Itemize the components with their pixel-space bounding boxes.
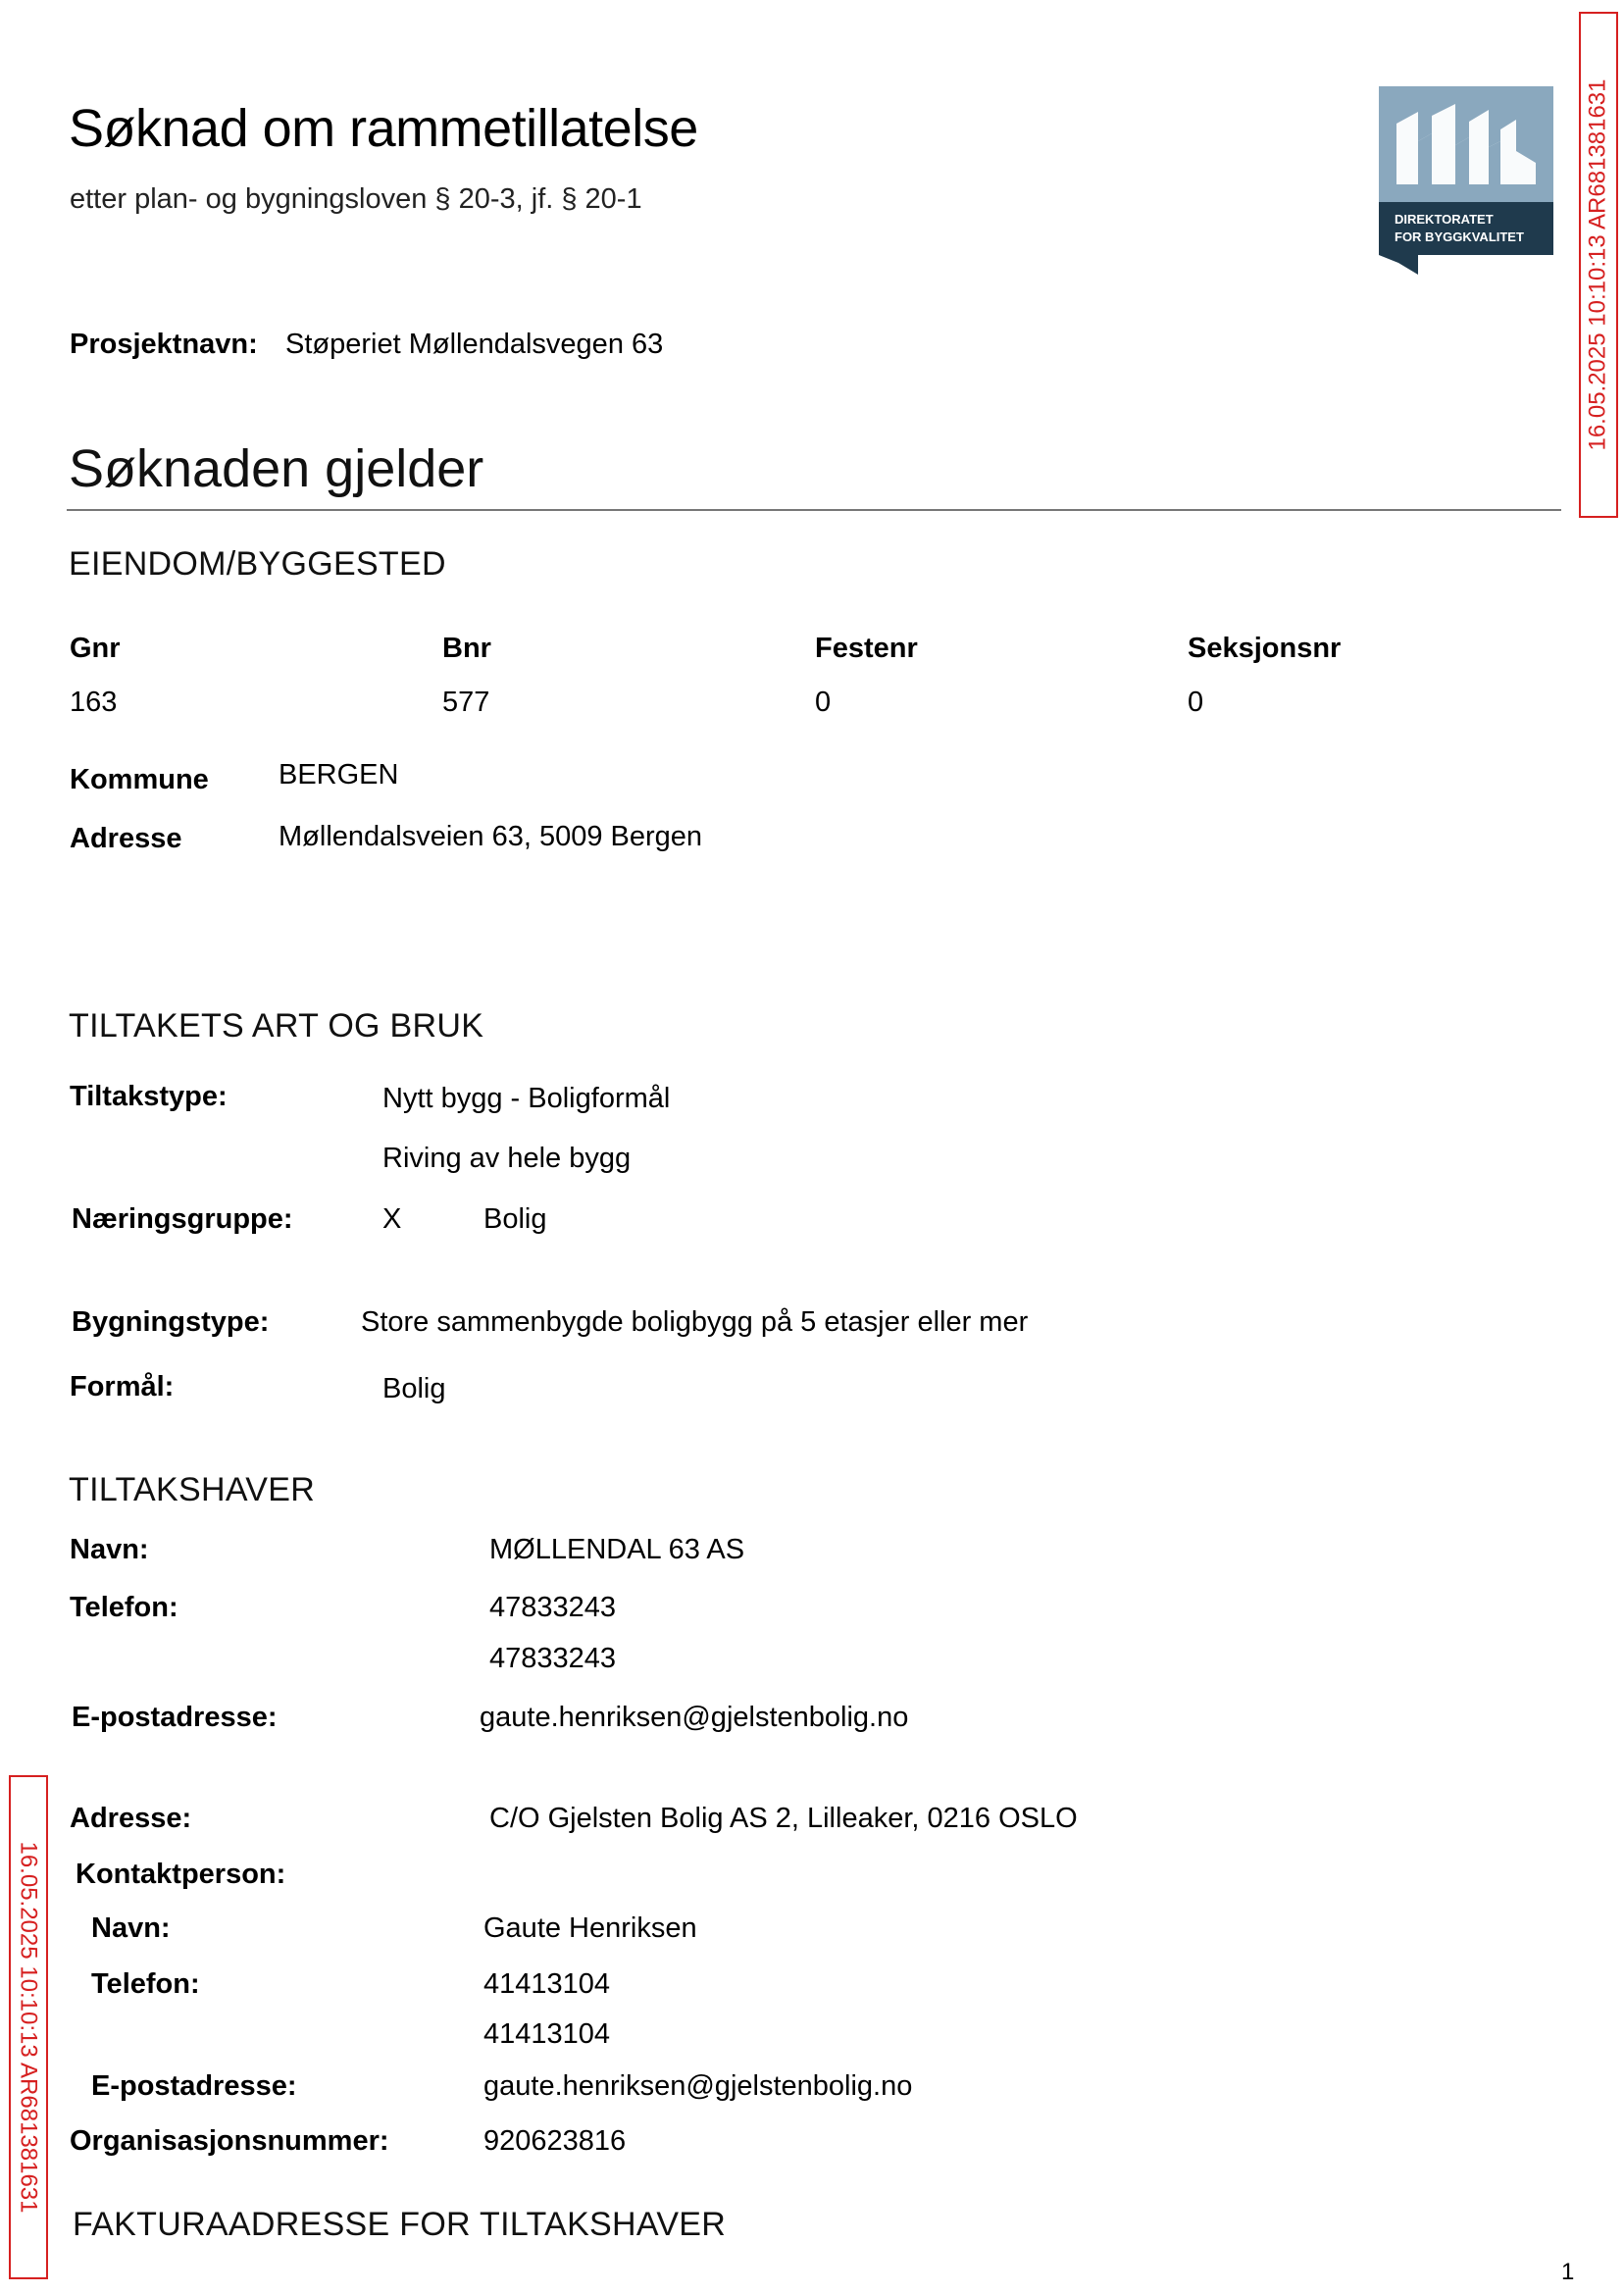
tiltakshaver-adresse-value: C/O Gjelsten Bolig AS 2, Lilleaker, 0216 OSLO	[489, 1803, 1078, 1834]
kontakt-navn-value: Gaute Henriksen	[483, 1912, 697, 1944]
festenr-value: 0	[815, 687, 832, 718]
bygningstype-value: Store sammenbygde boligbygg på 5 etasjer eller mer	[361, 1306, 1029, 1338]
logo-text-line1: DIREKTORATET	[1395, 212, 1494, 227]
logo-text-line2: FOR BYGGKVALITET	[1395, 229, 1524, 244]
bnr-value: 577	[442, 687, 490, 718]
orgnr-label: Organisasjonsnummer:	[70, 2125, 389, 2157]
seksjonsnr-label: Seksjonsnr	[1188, 633, 1342, 664]
project-label: Prosjektnavn:	[70, 329, 258, 360]
kontakt-epost-value: gaute.henriksen@gjelstenbolig.no	[483, 2070, 913, 2102]
kommune-label: Kommune	[70, 764, 209, 795]
festenr-label: Festenr	[815, 633, 918, 664]
project-value: Støperiet Møllendalsvegen 63	[285, 329, 664, 360]
section-heading-soknaden: Søknaden gjelder	[69, 439, 484, 498]
section-divider	[67, 509, 1561, 511]
document-subtitle: etter plan- og bygningsloven § 20-3, jf. § 20-1	[70, 183, 642, 215]
subsection-heading-tiltakshaver: TILTAKSHAVER	[69, 1471, 316, 1508]
dibk-logo	[1379, 86, 1553, 275]
bygningstype-label: Bygningstype:	[72, 1306, 270, 1338]
tiltakstype-value-1: Nytt bygg - Boligformål	[382, 1083, 671, 1114]
adresse-label: Adresse	[70, 823, 182, 854]
subsection-heading-tiltak: TILTAKETS ART OG BRUK	[69, 1007, 484, 1045]
adresse-value: Møllendalsveien 63, 5009 Bergen	[279, 821, 703, 852]
kontakt-telefon-label: Telefon:	[91, 1968, 200, 2000]
tiltakshaver-telefon-value-1: 47833243	[489, 1592, 617, 1623]
gnr-value: 163	[70, 687, 118, 718]
kontakt-telefon-value-1: 41413104	[483, 1968, 611, 2000]
tiltakshaver-navn-label: Navn:	[70, 1534, 149, 1565]
timestamp-stamp-top	[1579, 12, 1618, 518]
orgnr-value: 920623816	[483, 2125, 627, 2157]
naeringsgruppe-code: X	[382, 1203, 402, 1235]
stamp-text: 16.05.2025 10:10:13 AR681381631	[1585, 78, 1611, 451]
subsection-heading-eiendom: EIENDOM/BYGGESTED	[69, 545, 446, 583]
tiltakshaver-telefon-value-2: 47833243	[489, 1643, 617, 1674]
kommune-value: BERGEN	[279, 759, 399, 790]
tiltakstype-label: Tiltakstype:	[70, 1081, 228, 1112]
bnr-label: Bnr	[442, 633, 491, 664]
naeringsgruppe-value: Bolig	[483, 1203, 547, 1235]
kontakt-telefon-value-2: 41413104	[483, 2018, 611, 2050]
formal-value: Bolig	[382, 1373, 446, 1404]
timestamp-stamp-left	[9, 1775, 48, 2279]
seksjonsnr-value: 0	[1188, 687, 1204, 718]
subsection-heading-faktura: FAKTURAADRESSE FOR TILTAKSHAVER	[73, 2206, 727, 2243]
tiltakshaver-navn-value: MØLLENDAL 63 AS	[489, 1534, 745, 1565]
tiltakstype-value-2: Riving av hele bygg	[382, 1143, 632, 1174]
page-number: 1	[1561, 2259, 1575, 2285]
document-title: Søknad om rammetillatelse	[69, 99, 698, 158]
tiltakshaver-epost-value: gaute.henriksen@gjelstenbolig.no	[480, 1702, 909, 1733]
kontakt-navn-label: Navn:	[91, 1912, 171, 1944]
tiltakshaver-epost-label: E-postadresse:	[72, 1702, 278, 1733]
naeringsgruppe-label: Næringsgruppe:	[72, 1203, 293, 1235]
kontakt-epost-label: E-postadresse:	[91, 2070, 297, 2102]
formal-label: Formål:	[70, 1371, 175, 1402]
gnr-label: Gnr	[70, 633, 121, 664]
stamp-text: 16.05.2025 10:10:13 AR681381631	[16, 1841, 42, 2214]
tiltakshaver-adresse-label: Adresse:	[70, 1803, 192, 1834]
kontaktperson-label: Kontaktperson:	[76, 1859, 286, 1890]
tiltakshaver-telefon-label: Telefon:	[70, 1592, 178, 1623]
